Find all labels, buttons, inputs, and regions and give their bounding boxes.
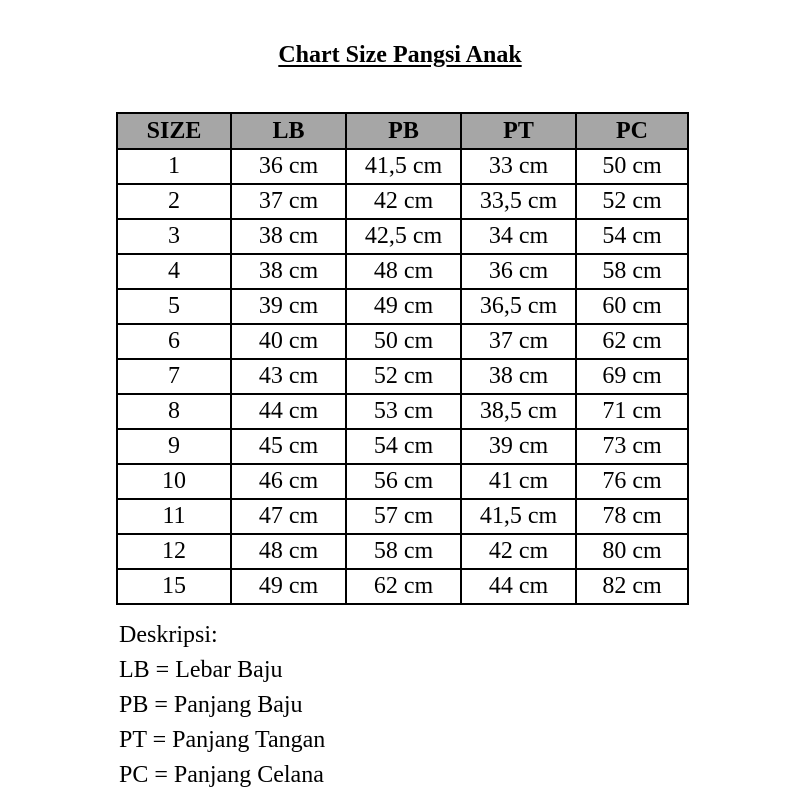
cell-pb: 54 cm bbox=[346, 429, 461, 464]
table-row bbox=[117, 534, 688, 569]
cell-pc: 82 cm bbox=[576, 569, 688, 604]
column-header-lb: LB bbox=[231, 113, 346, 149]
cell-pt: 37 cm bbox=[461, 324, 576, 359]
cell-size: 8 bbox=[117, 394, 231, 429]
table-row bbox=[117, 219, 688, 254]
table-row bbox=[117, 289, 688, 324]
cell-lb: 43 cm bbox=[231, 359, 346, 394]
cell-pb: 50 cm bbox=[346, 324, 461, 359]
cell-pb: 42,5 cm bbox=[346, 219, 461, 254]
column-header-pc: PC bbox=[576, 113, 688, 149]
cell-size: 5 bbox=[117, 289, 231, 324]
table-row bbox=[117, 149, 688, 184]
description-item-lb: LB = Lebar Baju bbox=[119, 657, 283, 683]
cell-pc: 69 cm bbox=[576, 359, 688, 394]
cell-pt: 38 cm bbox=[461, 359, 576, 394]
cell-pc: 71 cm bbox=[576, 394, 688, 429]
cell-pb: 41,5 cm bbox=[346, 149, 461, 184]
cell-size: 7 bbox=[117, 359, 231, 394]
cell-pb: 58 cm bbox=[346, 534, 461, 569]
cell-lb: 44 cm bbox=[231, 394, 346, 429]
cell-pc: 78 cm bbox=[576, 499, 688, 534]
size-chart-table bbox=[116, 112, 689, 605]
cell-pb: 52 cm bbox=[346, 359, 461, 394]
cell-pc: 60 cm bbox=[576, 289, 688, 324]
cell-size: 12 bbox=[117, 534, 231, 569]
cell-pc: 58 cm bbox=[576, 254, 688, 289]
description-item-pb: PB = Panjang Baju bbox=[119, 692, 303, 718]
cell-lb: 46 cm bbox=[231, 464, 346, 499]
cell-pc: 76 cm bbox=[576, 464, 688, 499]
cell-pc: 80 cm bbox=[576, 534, 688, 569]
description-item-pc: PC = Panjang Celana bbox=[119, 762, 324, 788]
description-heading: Deskripsi: bbox=[119, 622, 218, 648]
page-title: Chart Size Pangsi Anak bbox=[278, 42, 522, 68]
table-row bbox=[117, 429, 688, 464]
cell-lb: 48 cm bbox=[231, 534, 346, 569]
cell-pb: 48 cm bbox=[346, 254, 461, 289]
cell-size: 3 bbox=[117, 219, 231, 254]
cell-pb: 42 cm bbox=[346, 184, 461, 219]
cell-pc: 50 cm bbox=[576, 149, 688, 184]
cell-pt: 36 cm bbox=[461, 254, 576, 289]
table-row bbox=[117, 184, 688, 219]
cell-pb: 56 cm bbox=[346, 464, 461, 499]
cell-pc: 54 cm bbox=[576, 219, 688, 254]
cell-size: 11 bbox=[117, 499, 231, 534]
table-row bbox=[117, 464, 688, 499]
column-header-size: SIZE bbox=[117, 113, 231, 149]
cell-size: 15 bbox=[117, 569, 231, 604]
cell-lb: 38 cm bbox=[231, 219, 346, 254]
cell-pt: 33,5 cm bbox=[461, 184, 576, 219]
cell-pc: 73 cm bbox=[576, 429, 688, 464]
cell-pt: 41 cm bbox=[461, 464, 576, 499]
table-row bbox=[117, 324, 688, 359]
cell-lb: 45 cm bbox=[231, 429, 346, 464]
cell-lb: 49 cm bbox=[231, 569, 346, 604]
cell-pt: 33 cm bbox=[461, 149, 576, 184]
table-row bbox=[117, 359, 688, 394]
cell-lb: 37 cm bbox=[231, 184, 346, 219]
cell-size: 9 bbox=[117, 429, 231, 464]
column-header-pb: PB bbox=[346, 113, 461, 149]
table-body bbox=[117, 149, 688, 604]
column-header-pt: PT bbox=[461, 113, 576, 149]
cell-lb: 38 cm bbox=[231, 254, 346, 289]
cell-pt: 36,5 cm bbox=[461, 289, 576, 324]
cell-pt: 41,5 cm bbox=[461, 499, 576, 534]
table-row bbox=[117, 254, 688, 289]
cell-size: 2 bbox=[117, 184, 231, 219]
cell-size: 1 bbox=[117, 149, 231, 184]
description-item-pt: PT = Panjang Tangan bbox=[119, 727, 326, 753]
cell-pc: 62 cm bbox=[576, 324, 688, 359]
table-row bbox=[117, 499, 688, 534]
cell-lb: 36 cm bbox=[231, 149, 346, 184]
cell-pt: 42 cm bbox=[461, 534, 576, 569]
table-header-row bbox=[117, 113, 688, 149]
cell-lb: 39 cm bbox=[231, 289, 346, 324]
cell-pc: 52 cm bbox=[576, 184, 688, 219]
table-row bbox=[117, 569, 688, 604]
cell-size: 4 bbox=[117, 254, 231, 289]
cell-pb: 49 cm bbox=[346, 289, 461, 324]
cell-lb: 47 cm bbox=[231, 499, 346, 534]
cell-pb: 57 cm bbox=[346, 499, 461, 534]
cell-size: 6 bbox=[117, 324, 231, 359]
cell-size: 10 bbox=[117, 464, 231, 499]
cell-pt: 39 cm bbox=[461, 429, 576, 464]
cell-pt: 34 cm bbox=[461, 219, 576, 254]
cell-pb: 53 cm bbox=[346, 394, 461, 429]
cell-pt: 38,5 cm bbox=[461, 394, 576, 429]
cell-pt: 44 cm bbox=[461, 569, 576, 604]
table-row bbox=[117, 394, 688, 429]
description-block bbox=[119, 618, 325, 793]
cell-lb: 40 cm bbox=[231, 324, 346, 359]
cell-pb: 62 cm bbox=[346, 569, 461, 604]
